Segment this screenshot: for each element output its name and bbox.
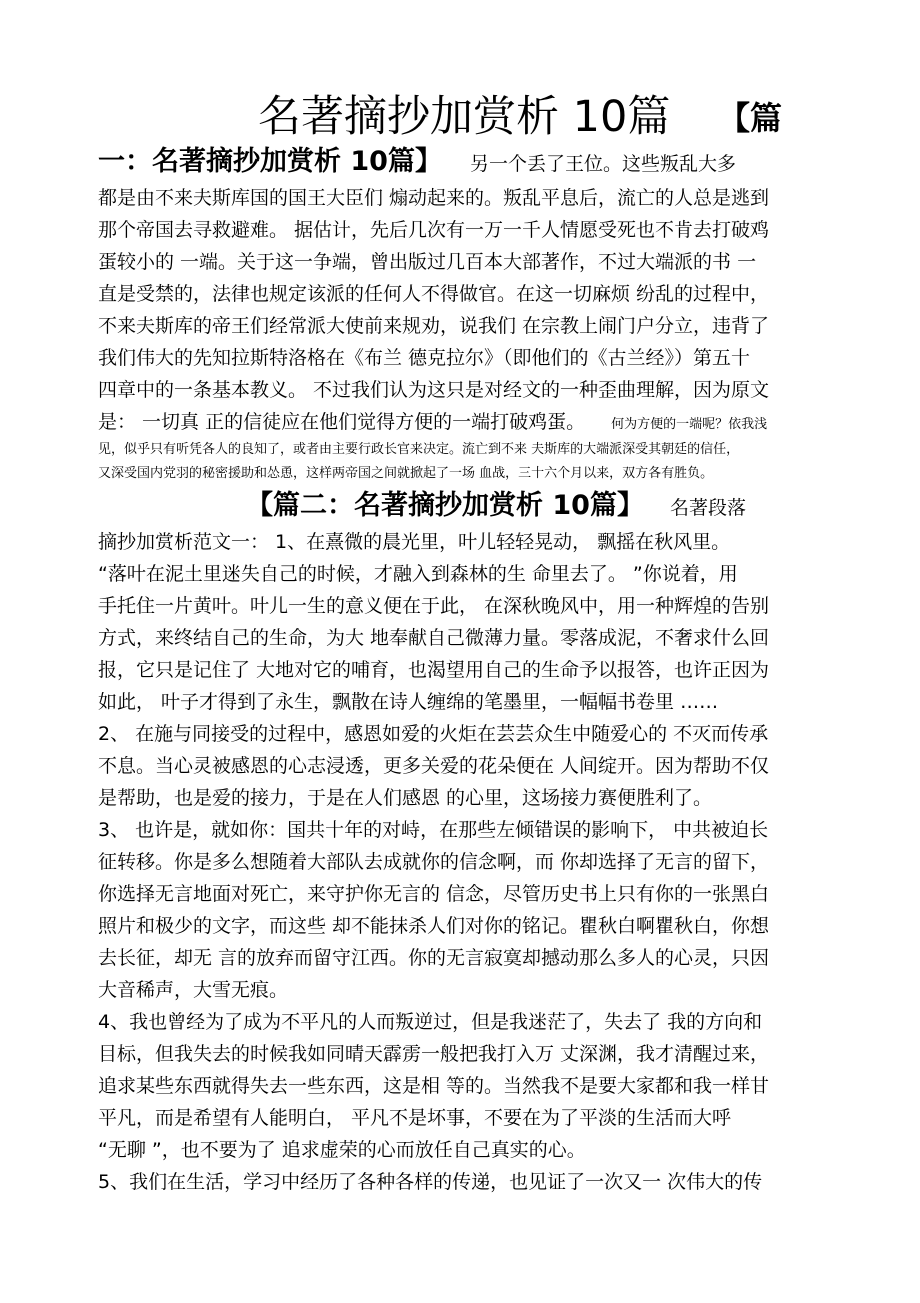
text-line: 如此， 叶子才得到了永生，飘散在诗人缠绵的笔墨里，一幅幅书卷里 …… (98, 691, 719, 713)
text-line: 摘抄加赏析范文一： 1、在熹微的晨光里，叶儿轻轻晃动， 飘摇在秋风里。 (98, 531, 731, 553)
section2-heading-tail: 名著段落 (670, 497, 747, 519)
text-line: 5、我们在生活，学习中经历了各种各样的传递，也见证了一次又一 次伟大的传 (98, 1171, 763, 1193)
text-line: 4、我也曾经为了成为不平凡的人而叛逆过，但是我迷茫了，失去了 我的方向和 (98, 1011, 763, 1033)
text-line: 那个帝国去寻救避难。 据估计，先后几次有一万一千人情愿受死也不肯去打破鸡 (98, 219, 770, 241)
small-text-line: 见，似乎只有听凭各人的良知了，或者由主要行政长官来决定。流亡到不来 夫斯库的大端派深受其朝廷的信任， (98, 442, 740, 457)
text-line: 3、 也许是，就如你：国共十年的对峙，在那些左倾错误的影响下， 中共被迫长 (98, 819, 769, 841)
section1-first-text: 另一个丢了王位。这些叛乱大多 (470, 153, 737, 175)
mixed-size-line (98, 406, 823, 438)
text-line: “落叶在泥土里迷失自己的时候，才融入到森林的生 命里去了。 ”你说着，用 (98, 563, 738, 585)
text-line: 去长征，却无 言的放弃而留守江西。你的无言寂寞却撼动那么多人的心灵，只因 (98, 947, 770, 969)
text-line: 手托住一片黄叶。叶儿一生的意义便在于此， 在深秋晚风中，用一种辉煌的告别 (98, 595, 770, 617)
small-text-line: 又深受国内党羽的秘密援助和怂恿，这样两帝国之间就掀起了一场 血战，三十六个月以来，双方各有胜负。 (98, 466, 714, 481)
text-line: 不息。当心灵被感恩的心志浸透，更多关爱的花朵便在 人间绽开。因为帮助不仅 (98, 755, 770, 777)
title-line (98, 92, 823, 142)
text-line: 四章中的一条基本教义。 不过我们认为这只是对经文的一种歪曲理解，因为原文 (98, 379, 770, 401)
text-line: 是帮助，也是爱的接力，于是在人们感恩 的心里，这场接力赛便胜利了。 (98, 787, 713, 809)
document-page (98, 92, 823, 1198)
document-body (98, 142, 823, 1198)
text-line: 平凡，而是希望有人能明白， 平凡不是坏事，不要在为了平淡的生活而大呼 (98, 1107, 732, 1129)
text-line: 追求某些东西就得失去一些东西，这是相 等的。当然我不是要大家都和我一样甘 (98, 1075, 770, 1097)
section1-heading-line (98, 142, 823, 182)
text-line: 照片和极少的文字，而这些 却不能抹杀人们对你的铭记。瞿秋白啊瞿秋白，你想 (98, 915, 770, 937)
title-bracket: 【篇 (718, 99, 783, 137)
text-line: 征转移。你是多么想随着大部队去成就你的信念啊，而 你却选择了无言的留下， (98, 851, 770, 873)
section1-heading: 一：名著摘抄加赏析 10篇】 (98, 146, 442, 177)
text-line: 直是受禁的，法律也规定该派的任何人不得做官。在这一切麻烦 纷乱的过程中， (98, 283, 770, 305)
section2-heading-line (98, 486, 823, 526)
mixed-line-small-text: 何为方便的一端呢？依我浅 (611, 417, 768, 432)
text-line: “无聊 ”，也不要为了 追求虚荣的心而放任自己真实的心。 (98, 1139, 586, 1161)
text-line: 目标，但我失去的时候我如同晴天霹雳一般把我打入万 丈深渊，我才清醒过来， (98, 1043, 770, 1065)
text-line: 我们伟大的先知拉斯特洛格在《布兰 德克拉尔》（即他们的《古兰经》）第五十 (98, 347, 751, 369)
text-line: 大音稀声，大雪无痕。 (98, 979, 289, 1001)
text-line: 都是由不来夫斯库国的国王大臣们 煽动起来的。叛乱平息后，流亡的人总是逃到 (98, 187, 770, 209)
text-line: 蛋较小的 一端。关于这一争端，曾出版过几百本大部著作，不过大端派的书 一 (98, 251, 757, 273)
text-line: 方式，来终结自己的生命，为大 地奉献自己微薄力量。零落成泥，不奢求什么回 (98, 627, 770, 649)
mixed-line-large-text: 是： 一切真 正的信徒应在他们觉得方便的一端打破鸡蛋。 (98, 411, 586, 433)
text-line: 你选择无言地面对死亡，来守护你无言的 信念，尽管历史书上只有你的一张黑白 (98, 883, 770, 905)
text-line: 不来夫斯库的帝王们经常派大使前来规劝，说我们 在宗教上闹门户分立，违背了 (98, 315, 770, 337)
page-title: 名著摘抄加赏析 10篇 (258, 92, 671, 142)
section2-heading: 【篇二：名著摘抄加赏析 10篇】 (246, 490, 644, 521)
text-line: 报，它只是记住了 大地对它的哺育，也渴望用自己的生命予以报答，也许正因为 (98, 659, 770, 681)
text-line: 2、 在施与同接受的过程中，感恩如爱的火炬在芸芸众生中随爱心的 不灭而传承 (98, 723, 769, 745)
